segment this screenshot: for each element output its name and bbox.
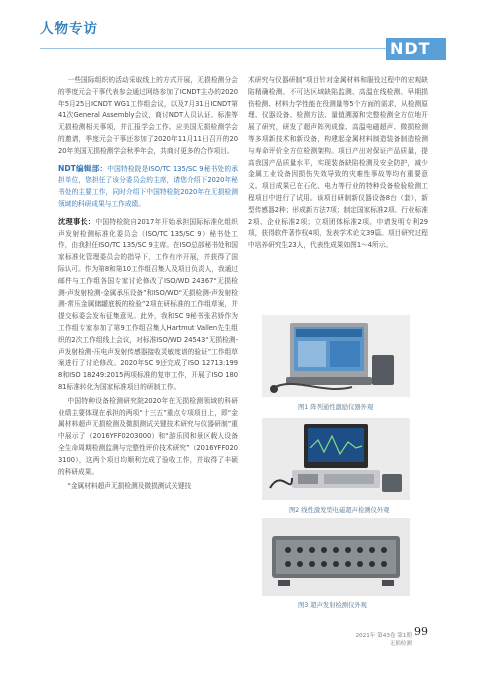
- figure-3-caption: 图3 超声发射检测仪外观: [298, 602, 367, 609]
- page-number: 99: [414, 625, 428, 638]
- figure-1-caption: 图1 阵列通性激励仪器外观: [298, 404, 374, 411]
- project-intro-paragraph: “金属材料超声无损检测及微损测试关键技: [67, 482, 192, 491]
- emat-instrument-illustration: [262, 418, 410, 500]
- answer-label: 沈理事长：: [58, 216, 96, 226]
- ndt-logo: [386, 38, 446, 60]
- research-paragraph: 中国特种设备检测研究院2020年在无损检测领域的科研业绩主要体现在承担的两项“十三五”重点专项项目上，即“金属材料超声无损检测及微损测试关键技术研究与仪器研制”重中展示了（2016YFF0203000）和“游乐园和景区载人设备全生命周期检测监测与完整性评价技术研究”（2016YFF0203100），这两个项目均顺利完成了验收工作，并取得了丰硕的科研成果。: [58, 396, 238, 476]
- answer-text: 中国特检院自2017年开始承担国际标准化组织声发射检测标准化委员会（ISO/TC 135/SC 9）秘书处工作，由我担任ISO/TC 135/SC 9主席。在ISO总部秘书处和国家标准化管理委员会的指导下，工作有序开展，并获得了国际认可。作为第8和第10工作组召集人及项目负责人，我通过邮件与工作组各国专家讨论修改了ISO/WD 24367“无损检测-声发射检测-金属承压设备”和ISO/WD“无损检测-声发射检测-常压金属储罐底板的检验”2项在研标准的工作组草案，并提交标委会发布征集意见。此外，我和SC 9秘书张君娇作为工作组专家参加了第9工作组召集人Hartmut Vallen先生组织的2次工作组线上会议，对标准ISO/WD 24543“无损检测-声发射检测-压电声发射传感器接收灵敏度谱的验证”工作组草案进行了讨论修改。2020年SC 9还完成了ISO 12713:1998和ISO 18249:2015两项标准的复审工作，开展了ISO 18081标准转化为国家标准项目的研制工作。: [58, 217, 238, 391]
- figure-2-caption: 图2 线性激发型电磁超声检测仪外观: [289, 507, 390, 514]
- left-column: [58, 75, 238, 493]
- figure-1-image: [262, 315, 410, 397]
- editor-label: NDT编辑部：: [58, 163, 108, 173]
- array-instrument-illustration: [262, 315, 410, 397]
- right-column: [248, 75, 428, 252]
- project-detail-paragraph: 术研究与仪器研制”项目针对金属材料和服役过程中的宏观缺陷精确检测、不可达区域缺陷监测、高温在线检测、早期损伤检测、材料力学性能在役测量等5个方面的需求，从检测原理、仪器设备、检测方法、量值溯源和完整检测全方位地开展了研究，研发了超声阵列成像、高温电磁超声、微损检测等多项新技术和新设备，构建起金属材料制造装备制造检测与寿命评价全方位检测架构。项目产出对保证产品质量，提高我国产品质量水平，实现装备缺陷检测及安全防护，减少金属工业设备因损伤失效导致的灾难性事故等均有重要意义。项目成果已在石化、电力等行业的特种设备检验检测工程项目中进行了试用。该项目研制新仪器设备8台（套），新型传感器2种；形成新方法7项；制定国家标准2项、行业标准2项、企业标准2项；立项团体标准2项。申请发明专利29项，获得软件著作权4项，发表学术论文39篇。项目研究过程中培养研究生23人，代表性成果如图1～4所示。: [248, 76, 428, 250]
- ultrasonic-emission-instrument-illustration: [262, 518, 410, 596]
- journal-name: 无损检测: [389, 641, 412, 647]
- figure-3-image: [262, 518, 410, 596]
- logo-text: NDT: [390, 39, 431, 58]
- figure-2-image: [262, 418, 410, 500]
- journal-issue: 2021年 第43卷 第1期: [355, 633, 412, 639]
- page-header: [0, 0, 480, 58]
- intro-paragraph: 一些国际组织的活动采取线上的方式开展，无损检测分会的季度元会干事代表参会通过网络参加了ICNDT主办的2020年5月25日ICNDT WG1工作组会议，以及7月31日ICNDT第41次General Assembly会议，商讨NDT人员认证、标准等无损检测相关事项，并汇报学会工作。应美国无损检测学会的邀请，季度元会干事还参加了2020年11月11日召开的2020年美国无损检测学会秋季年会，共商讨更多的合作项目。: [58, 76, 238, 155]
- editor-question: [58, 163, 238, 211]
- journal-info: [350, 632, 412, 648]
- header-divider: [40, 48, 428, 49]
- section-title: 人物专访: [40, 21, 98, 37]
- editor-question-text: 中国特检院是ISO/TC 135/SC 9秘书处的承担单位，您担任了该分委员会的主席，请您介绍下2020年秘书处的主要工作，同时介绍下中国特检院2020年在无损检测领域的科研成果与工作成绩。: [58, 164, 238, 208]
- answer-paragraph: [58, 216, 238, 394]
